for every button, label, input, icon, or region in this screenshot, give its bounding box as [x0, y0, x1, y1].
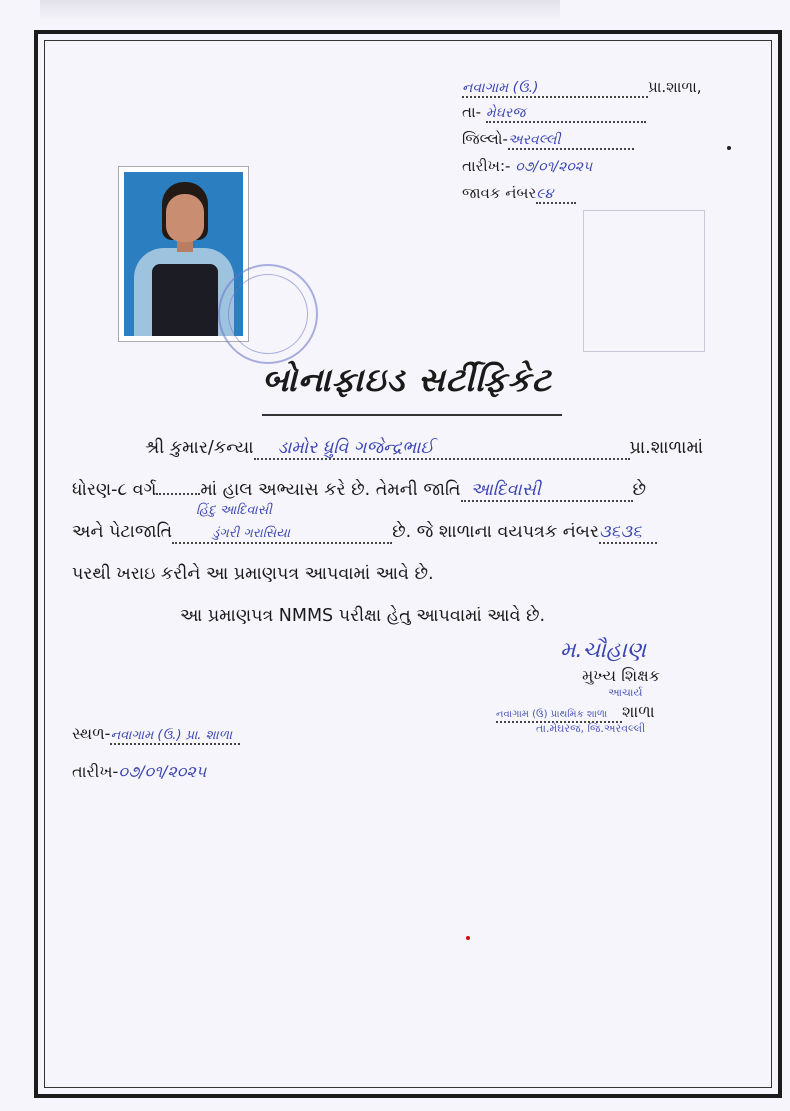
header-date-label: તારીખ:-	[462, 157, 511, 175]
seal-school-suffix: શાળા	[622, 702, 655, 721]
body-line-2	[72, 480, 646, 502]
body-line-1	[145, 438, 703, 460]
header-school-line	[462, 78, 702, 98]
body-l2-suffix: છે	[632, 480, 647, 500]
photo-pinafore	[152, 264, 218, 336]
header-taluka-label: તા-	[462, 103, 482, 121]
header-outward-line	[462, 184, 576, 204]
footer-date-line	[72, 762, 206, 782]
signatory-role: મુખ્ય શિક્ષક	[582, 666, 661, 685]
seal-title: આચાર્ય	[608, 686, 643, 699]
body-line-3	[72, 522, 657, 544]
place-line	[72, 724, 240, 745]
seal-school-line	[496, 702, 655, 723]
body-l2-prefix: ધોરણ-૮ વર્ગ	[72, 480, 157, 500]
header-taluka-line	[462, 103, 646, 123]
ink-speck-2	[727, 146, 731, 150]
student-name: ડામોર ધ્રુવિ ગજેન્દ્રભાઈ	[277, 438, 434, 458]
header-district-value: અરવલ્લી	[507, 132, 561, 148]
header-date-value: ૦૭/૦૧/૨૦૨૫	[515, 159, 593, 175]
certificate-title: બોનાફાઇડ સર્ટીફિકેટ	[262, 360, 552, 399]
header-school-suffix: પ્રા.શાળા,	[648, 78, 702, 96]
seal-school-name: નવાગામ (ઉ) પ્રાથમિક શાળા	[496, 709, 608, 720]
footer-date-label: તારીખ-	[72, 762, 119, 781]
header-district-label: જિલ્લો-	[462, 130, 508, 148]
stamp-inner-ring	[228, 274, 308, 354]
header-outward-label: જાવક નંબર	[462, 184, 537, 202]
ink-speck	[466, 936, 470, 940]
body-l2-mid: માં હાલ અભ્યાસ કરે છે. તેમની જાતિ	[200, 480, 461, 500]
photo-face	[166, 194, 204, 242]
header-school-value: નવાગામ (ઉ.)	[462, 80, 539, 96]
principal-signature: મ.ચૌહાણ	[560, 638, 646, 663]
register-number: ૩૬૩૬	[598, 522, 642, 542]
caste-note: હિંદુ આદિવાસી	[196, 503, 272, 518]
seal-address: તા.મેઘરજ, જિ.અરવલ્લી	[536, 722, 646, 735]
caste-value: આદિવાસી	[470, 480, 541, 500]
body-line-5: આ પ્રમાણપત્ર NMMS પરીક્ષા હેતુ આપવામાં આવે છે.	[180, 606, 546, 626]
header-district-line	[462, 130, 634, 150]
school-round-stamp	[218, 264, 318, 364]
body-l3-mid: છે. જે શાળાના વયપત્રક નંબર	[392, 522, 599, 542]
place-label: સ્થળ-	[72, 724, 111, 743]
header-date-line	[462, 157, 592, 175]
place-value: નવાગામ (ઉ.) પ્રા. શાળા	[110, 728, 233, 743]
footer-date-value: ૦૭/૦૧/૨૦૨૫	[118, 762, 207, 781]
header-taluka-value: મેઘરજ	[485, 105, 526, 121]
body-l1-suffix: પ્રા.શાળામાં	[629, 438, 704, 458]
subcaste-value: ડુંગરી ગરાસિયા	[212, 526, 290, 541]
scan-smudge	[40, 0, 560, 22]
body-l3-prefix: અને પેટાજાતિ	[72, 522, 173, 542]
bleed-through-box	[583, 210, 705, 352]
header-outward-value: ૯૪	[536, 186, 554, 202]
body-line-4: પરથી ખરાઇ કરીને આ પ્રમાણપત્ર આપવામાં આવે છે.	[72, 564, 434, 584]
body-l1-prefix: શ્રી કુમાર/કન્યા	[145, 438, 254, 458]
title-underline	[262, 414, 562, 416]
